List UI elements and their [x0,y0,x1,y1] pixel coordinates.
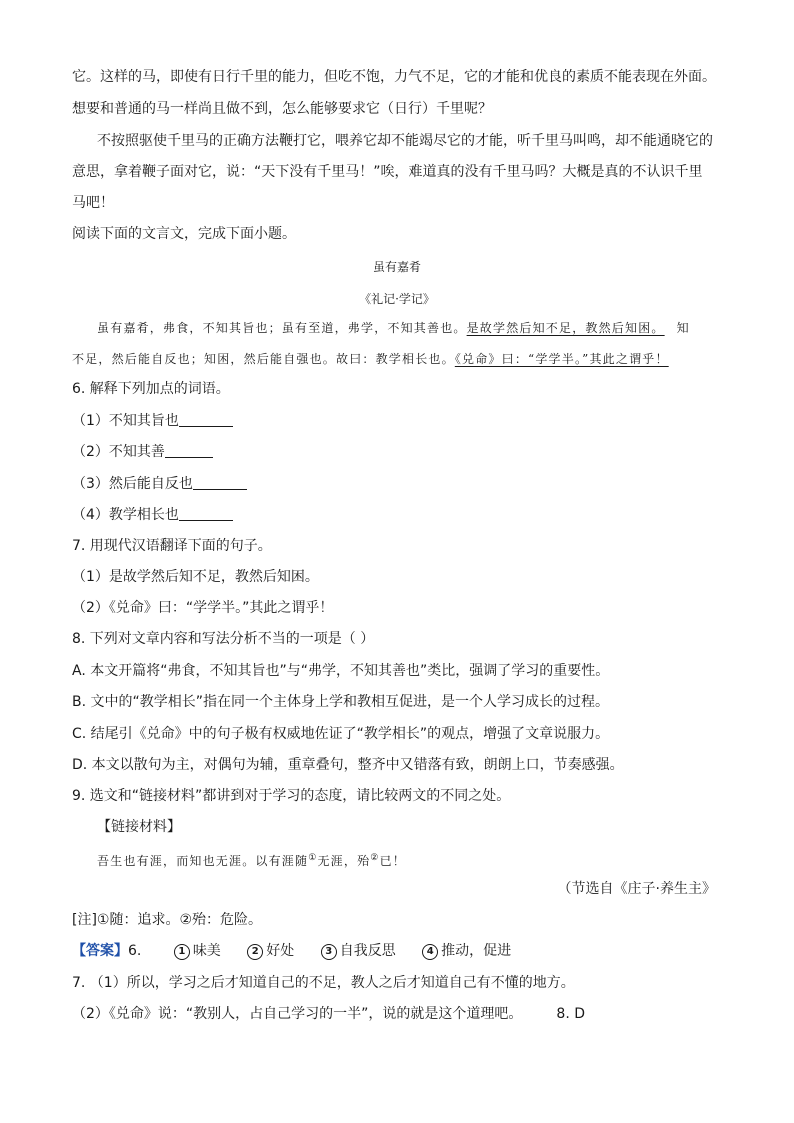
classical-underlined-sentence-1: 是故学然后知不足，教然后知困。 [466,321,665,335]
classical-line-1 [97,318,690,338]
q6-item-1 [72,411,233,431]
q7-item-2: （2）《兑命》曰：“学学半。”其此之谓乎！ [72,600,334,616]
q8-option-c: C. 结尾引《兑命》中的句子极有权威地佐证了“教学相长”的观点，增强了文章说服力。 [72,726,610,742]
q6-blank-1[interactable] [179,412,233,427]
passage-line-1: 它。这样的马，即使有日行千里的能力，但吃不饱，力气不足，它的才能和优良的素质不能表现在外面。 [72,69,716,85]
q7-stem: 7. 用现代汉语翻译下面的句子。 [72,538,272,554]
q6-blank-4[interactable] [179,506,233,521]
answer-item-3-text: 自我反思 [339,943,396,959]
answer-q7-1: 7. （1）所以，学习之后才知道自己的不足，教人之后才知道自己有不懂的地方。 [72,975,575,991]
answer-q8: 8. D [556,1006,586,1022]
link-material-label: 【链接材料】 [97,819,181,835]
link-material-source: （节选自《庄子·养生主》 [557,881,716,897]
classical-source: 《礼记·学记》 [359,292,435,306]
answer-item-2-text: 好处 [266,943,295,959]
passage-line-5: 马吧！ [72,195,114,211]
q7-item-1: （1）是故学然后知不足，教然后知困。 [72,569,319,585]
passage-line-4: 意思，拿着鞭子面对它，说：“天下没有千里马！”唉，难道真的没有千里马吗？大概是真的不认识千里 [72,164,703,180]
answer-item-4-text: 推动，促进 [441,943,512,959]
classical-underlined-sentence-2: 《兑命》曰：“学学半。”其此之谓乎！ [454,352,669,366]
q8-stem: 8. 下列对文章内容和写法分析不当的一项是（ ） [72,631,375,647]
q9-stem: 9. 选文和“链接材料”都讲到对于学习的态度，请比较两文的不同之处。 [72,788,511,804]
q6-item-2 [72,442,213,462]
link-text-a: 吾生也有涯，而知也无涯。以有涯随 [97,854,309,868]
classical-line-1-a: 虽有嘉肴，弗食，不知其旨也；虽有至道，弗学，不知其善也。 [97,321,467,335]
q6-item-4-text: （4）教学相长也 [72,507,179,523]
reading-instruction: 阅读下面的文言文，完成下面小题。 [72,226,296,242]
link-text-c: 已！ [379,854,406,868]
passage-line-2: 想要和普通的马一样尚且做不到，怎么能够要求它（日行）千里呢？ [72,101,492,117]
q6-item-3 [72,474,247,494]
q8-option-d: D. 本文以散句为主，对偶句为辅，重章叠句，整齐中又错落有致，朗朗上口，节奏感强。 [72,757,624,773]
q6-blank-3[interactable] [193,475,247,490]
q6-stem: 6. 解释下列加点的词语。 [72,381,230,397]
answer-q6-num: 6. [128,943,142,959]
answer-item-1-text: 味美 [192,943,221,959]
q6-item-4 [72,505,233,525]
answer-item-4-number: 4 [422,944,438,960]
q6-blank-2[interactable] [165,443,213,458]
link-material-text [97,848,406,871]
answer-q7-2: （2）《兑命》说：“教别人，占自己学习的一半”，说的就是这个道理吧。 [72,1006,523,1022]
passage-line-3: 不按照驱使千里马的正确方法鞭打它，喂养它却不能竭尽它的才能，听千里马叫鸣，却不能通晓它的 [97,133,713,149]
classical-line-2 [72,349,669,369]
note-marker-2: ② [370,853,380,863]
answer-q6 [72,941,511,961]
annotation-notes: [注]①随：追求。②殆：危险。 [72,912,263,928]
link-text-b: 无涯，殆 [317,854,371,868]
q6-item-1-text: （1）不知其旨也 [72,413,179,429]
answer-item-1-number: 1 [174,944,190,960]
q8-option-a: A. 本文开篇将“弗食，不知其旨也”与“弗学，不知其善也”类比，强调了学习的重要性。 [72,663,610,679]
classical-title: 虽有嘉肴 [372,260,421,274]
q6-item-3-text: （3）然后能自反也 [72,476,193,492]
answer-item-2-number: 2 [247,944,263,960]
answer-q7-2-row [72,1004,585,1024]
classical-line-1-c: 知 [676,321,690,335]
note-marker-1: ① [308,853,318,863]
answer-item-3-number: 3 [321,944,337,960]
q6-item-2-text: （2）不知其善 [72,444,165,460]
q8-option-b: B. 文中的“教学相长”指在同一个主体身上学和教相互促进，是一个人学习成长的过程。 [72,694,610,710]
classical-line-2-a: 不足，然后能自反也；知困，然后能自强也。故曰：教学相长也。 [72,352,455,366]
answer-label: 【答案】 [72,943,128,959]
